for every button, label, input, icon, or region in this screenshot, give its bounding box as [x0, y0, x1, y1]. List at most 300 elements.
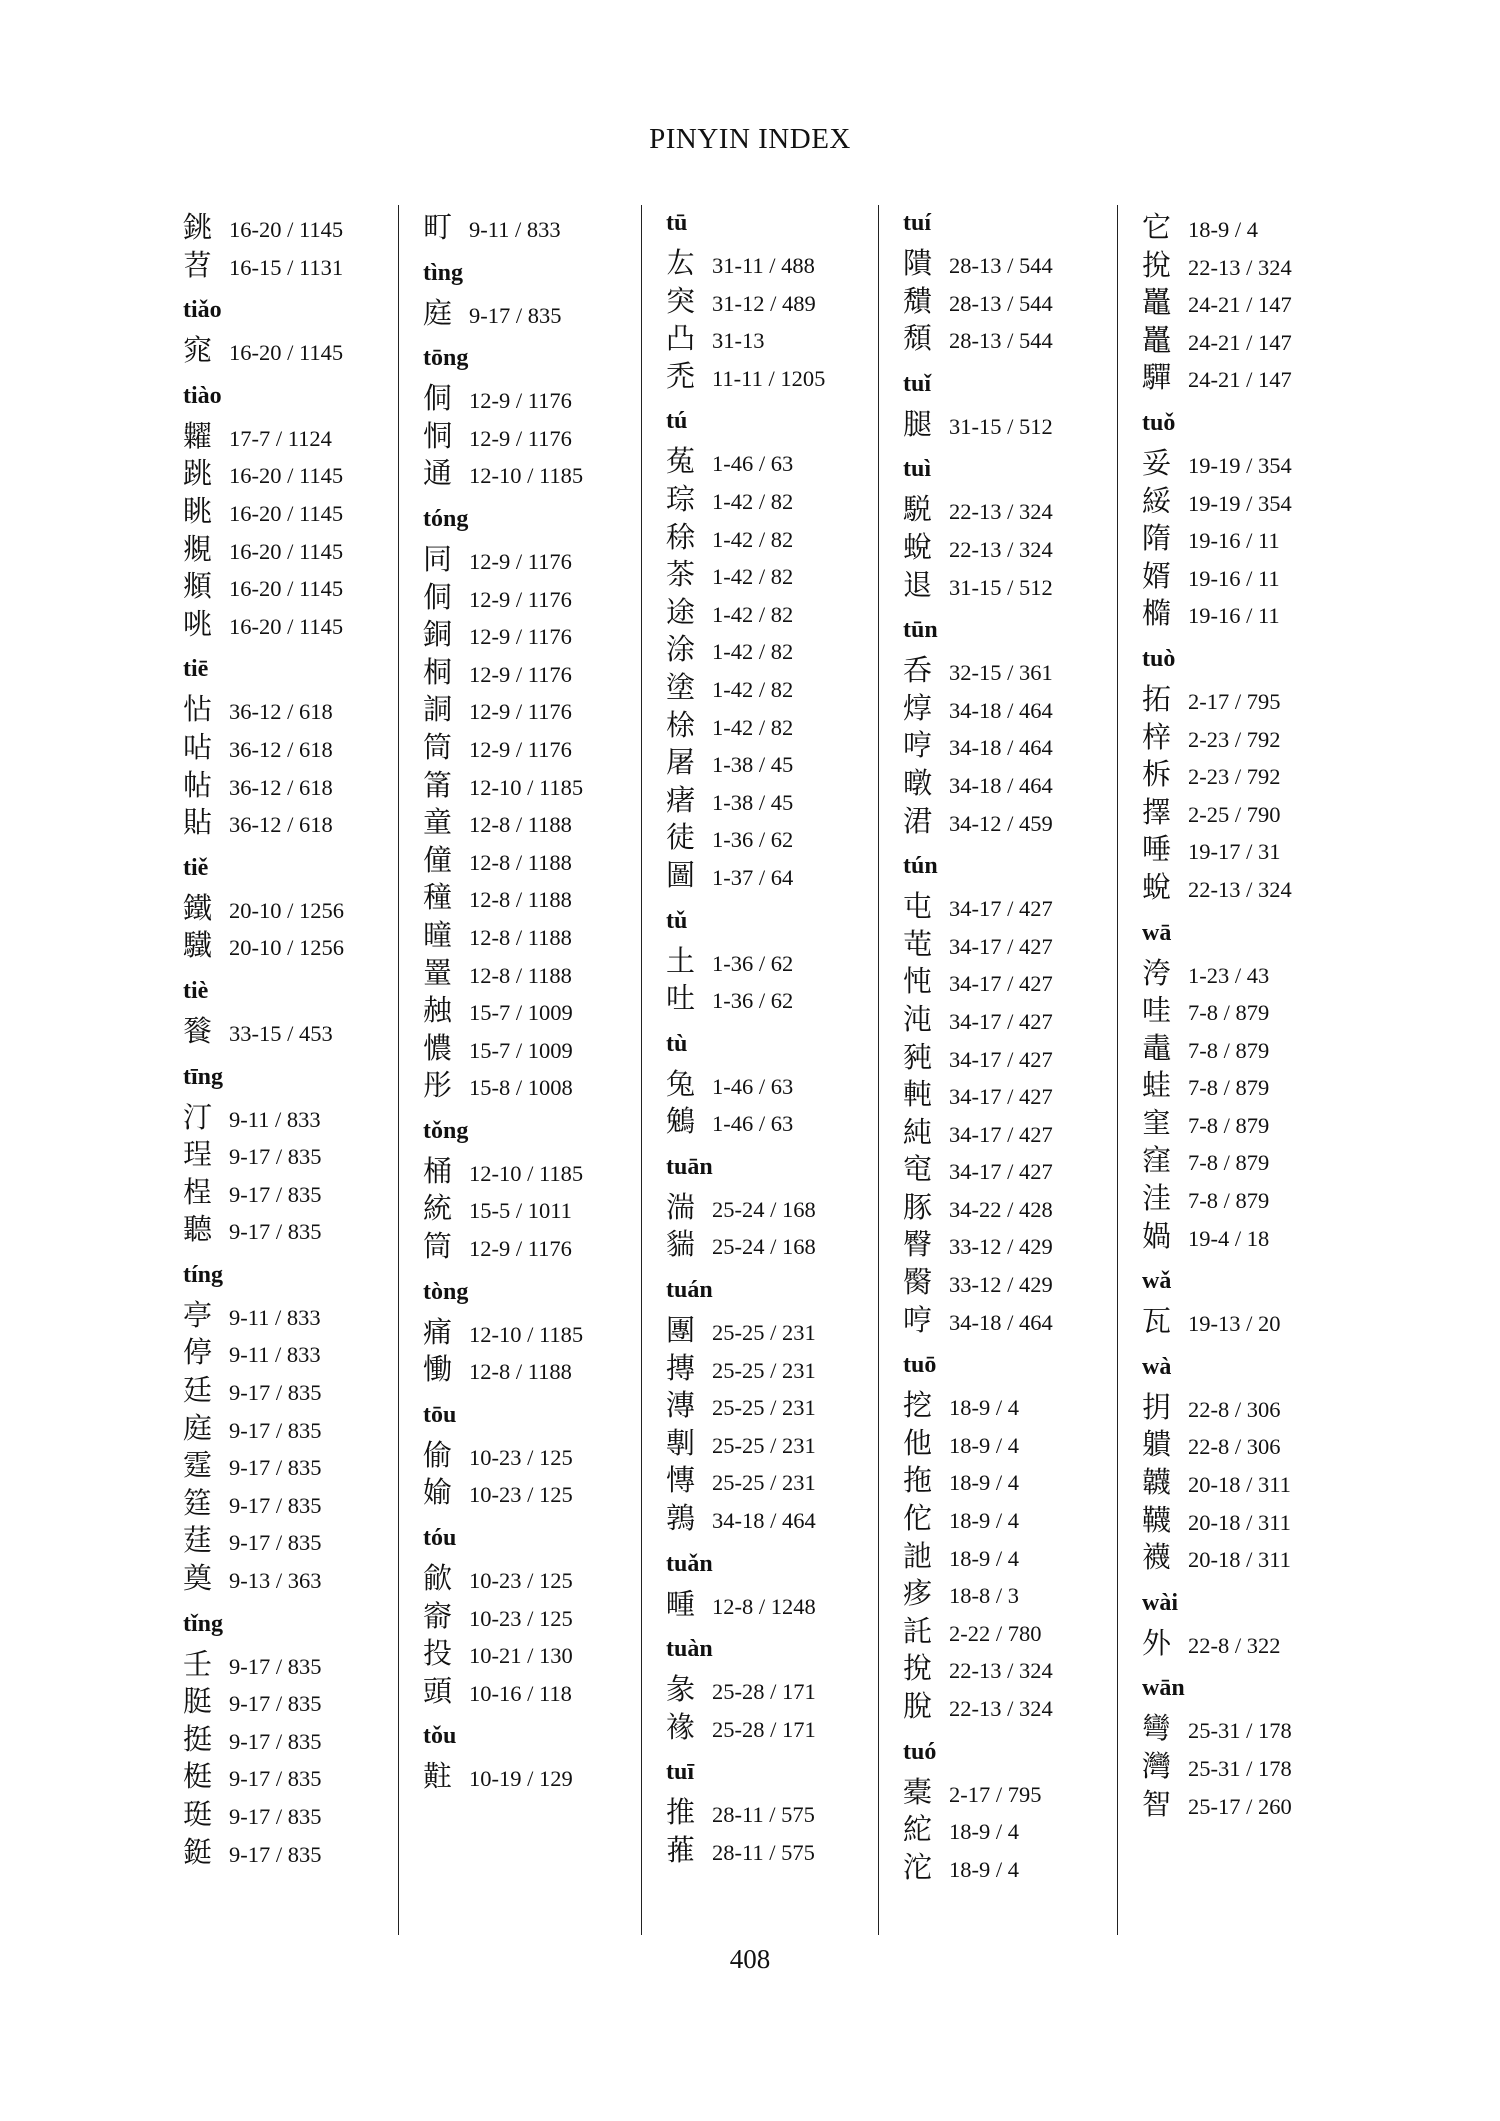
entry-character: 呑: [903, 653, 933, 688]
index-entry: [183, 1132, 393, 1170]
entry-reference: 25-25 / 231: [712, 1470, 816, 1496]
entry-character: 停: [183, 1335, 213, 1370]
index-entry: [423, 763, 633, 801]
entry-character: 哼: [903, 1302, 933, 1337]
entry-character: 亭: [183, 1297, 213, 1332]
entry-reference: 1-42 / 82: [712, 564, 794, 590]
pinyin-heading: tún: [903, 853, 938, 880]
entry-reference: 18-9 / 4: [949, 1508, 1019, 1534]
entry-reference: 18-8 / 3: [949, 1583, 1019, 1609]
entry-character: 鼉: [1142, 285, 1172, 320]
index-entry: [666, 976, 876, 1014]
entry-character: 童: [423, 805, 453, 840]
entry-reference: 1-42 / 82: [712, 488, 794, 514]
entry-reference: 1-23 / 43: [1188, 962, 1270, 988]
index-entry: [423, 1063, 633, 1101]
index-entry: [183, 763, 393, 801]
entry-character: 稌: [666, 519, 696, 554]
index-entry: [423, 1669, 633, 1707]
entry-character: 恫: [423, 418, 453, 453]
pinyin-heading: wān: [1142, 1675, 1185, 1702]
entry-character: 團: [666, 1313, 696, 1348]
entry-character: 銚: [183, 210, 213, 244]
entry-character: 莛: [183, 1523, 213, 1558]
entry-character: 忳: [903, 964, 933, 999]
entry-character: 褖: [666, 1709, 696, 1744]
entry-character: 侗: [423, 579, 453, 614]
entry-character: 推: [666, 1795, 696, 1830]
entry-character: 蛻: [1142, 869, 1172, 904]
entry-character: 哼: [903, 728, 933, 763]
entry-reference: 11-11 / 1205: [712, 365, 826, 391]
pinyin-heading: tīng: [183, 1063, 224, 1090]
entry-reference: 18-9 / 4: [949, 1819, 1019, 1845]
entry-reference: 9-17 / 835: [229, 1766, 322, 1792]
entry-reference: 22-13 / 324: [949, 499, 1053, 525]
index-column-3: [666, 205, 876, 1935]
index-entry: [903, 1383, 1113, 1421]
pinyin-heading: tuí: [903, 210, 932, 236]
entry-character: 鋌: [183, 1834, 213, 1869]
entry-character: 軘: [903, 1077, 933, 1112]
entry-reference: 12-10 / 1185: [469, 1160, 584, 1186]
entry-reference: 18-9 / 4: [949, 1545, 1019, 1571]
pinyin-heading: wā: [1142, 919, 1172, 946]
pinyin-heading: tuō: [903, 1352, 937, 1379]
index-columns: [180, 205, 1320, 1935]
entry-reference: 36-12 / 618: [229, 736, 333, 762]
index-entry: [1142, 1026, 1352, 1064]
entry-character: 筳: [183, 1485, 213, 1520]
entry-character: 梃: [183, 1759, 213, 1794]
entry-character: 赨: [423, 993, 453, 1028]
index-entry: [1142, 1535, 1352, 1573]
index-entry: [183, 1518, 393, 1556]
entry-character: 拖: [903, 1463, 933, 1498]
entry-character: 洼: [1142, 1181, 1172, 1216]
entry-character: 呫: [183, 729, 213, 764]
index-entry: [423, 650, 633, 688]
entry-reference: 7-8 / 879: [1188, 1000, 1270, 1026]
entry-reference: 22-13 / 324: [1188, 876, 1292, 902]
entry-reference: 22-13 / 324: [949, 1696, 1053, 1721]
index-entry: [1142, 205, 1352, 243]
entry-reference: 12-9 / 1176: [469, 388, 572, 414]
pinyin-heading: tuī: [666, 1759, 695, 1786]
entry-reference: 22-13 / 324: [1188, 254, 1292, 280]
pinyin-heading: tiè: [183, 977, 209, 1004]
index-entry: [666, 1828, 876, 1866]
index-entry: [423, 1026, 633, 1064]
entry-character: 脡: [183, 1684, 213, 1719]
index-entry: [183, 1406, 393, 1444]
pinyin-heading: wài: [1142, 1589, 1178, 1616]
index-entry: [666, 590, 876, 628]
entry-character: 屠: [666, 745, 696, 780]
entry-reference: 9-11 / 833: [469, 217, 561, 242]
entry-reference: 18-9 / 4: [1188, 217, 1258, 242]
entry-reference: 10-21 / 130: [469, 1643, 573, 1669]
index-entry: [1142, 827, 1352, 865]
entry-character: 媧: [1142, 1218, 1172, 1253]
index-entry: [666, 1421, 876, 1459]
entry-character: 琮: [666, 481, 696, 516]
entry-reference: 16-20 / 1145: [229, 613, 344, 639]
entry-reference: 9-17 / 835: [229, 1492, 322, 1518]
entry-character: 彎: [1142, 1711, 1172, 1746]
index-entry: [423, 1433, 633, 1471]
index-entry: [183, 1642, 393, 1680]
entry-character: 湍: [666, 1189, 696, 1224]
entry-character: 挩: [903, 1651, 933, 1686]
index-entry: [903, 884, 1113, 922]
entry-character: 窬: [423, 1598, 453, 1633]
pinyin-heading: tù: [666, 1030, 688, 1057]
entry-character: 苕: [183, 247, 213, 282]
entry-reference: 22-13 / 324: [949, 536, 1053, 562]
entry-reference: 16-20 / 1145: [229, 500, 344, 526]
entry-character: 鼃: [1142, 1030, 1172, 1065]
entry-reference: 25-17 / 260: [1188, 1793, 1292, 1819]
entry-reference: 9-11 / 833: [229, 1304, 321, 1330]
entry-character: 突: [666, 283, 696, 318]
pinyin-heading: tū: [666, 210, 688, 236]
index-entry: [666, 1062, 876, 1100]
entry-reference: 10-23 / 125: [469, 1482, 573, 1508]
entry-reference: 22-8 / 322: [1188, 1632, 1281, 1658]
index-entry: [423, 687, 633, 725]
entry-reference: 12-9 / 1176: [469, 1236, 572, 1262]
pinyin-heading: tuò: [1142, 645, 1176, 672]
index-entry: [423, 1310, 633, 1348]
index-entry: [666, 279, 876, 317]
index-entry: [903, 1571, 1113, 1609]
entry-character: 挖: [903, 1388, 933, 1423]
index-entry: [903, 1185, 1113, 1223]
entry-character: 兔: [666, 1066, 696, 1101]
entry-reference: 36-12 / 618: [229, 699, 333, 725]
entry-reference: 12-9 / 1176: [469, 586, 572, 612]
entry-character: 畽: [666, 1586, 696, 1621]
entry-character: 偷: [423, 1437, 453, 1472]
index-column-4: [903, 205, 1113, 1935]
index-entry: [183, 414, 393, 452]
index-entry: [1142, 1176, 1352, 1214]
entry-reference: 34-17 / 427: [949, 971, 1053, 997]
entry-reference: 16-20 / 1145: [229, 463, 344, 489]
index-entry: [666, 853, 876, 891]
entry-reference: 12-8 / 1188: [469, 812, 572, 838]
entry-reference: 10-19 / 129: [469, 1766, 573, 1792]
index-entry: [183, 1717, 393, 1755]
entry-reference: 1-36 / 62: [712, 988, 794, 1014]
index-entry: [903, 241, 1113, 279]
entry-reference: 31-12 / 489: [712, 290, 816, 316]
index-entry: [1142, 479, 1352, 517]
entry-reference: 34-18 / 464: [712, 1508, 816, 1534]
entry-character: 壬: [183, 1646, 213, 1681]
entry-character: 銅: [423, 617, 453, 652]
entry-reference: 7-8 / 879: [1188, 1188, 1270, 1214]
entry-reference: 16-15 / 1131: [229, 254, 344, 280]
entry-reference: 12-9 / 1176: [469, 736, 572, 762]
entry-reference: 34-17 / 427: [949, 1084, 1053, 1110]
index-entry: [423, 451, 633, 489]
pinyin-heading: tuán: [666, 1277, 713, 1304]
entry-character: 彖: [666, 1672, 696, 1707]
entry-reference: 31-11 / 488: [712, 253, 815, 278]
entry-character: 汀: [183, 1099, 213, 1134]
entry-reference: 1-36 / 62: [712, 950, 794, 976]
pinyin-heading: tiǎo: [183, 297, 222, 324]
index-entry: [183, 328, 393, 366]
entry-character: 筩: [423, 767, 453, 802]
entry-reference: 15-7 / 1009: [469, 1037, 573, 1063]
entry-character: 凸: [666, 321, 696, 356]
entry-character: 曈: [423, 917, 453, 952]
entry-reference: 34-17 / 427: [949, 933, 1053, 959]
entry-reference: 31-15 / 512: [949, 413, 1053, 439]
entry-reference: 18-9 / 4: [949, 1395, 1019, 1421]
index-entry: [666, 939, 876, 977]
entry-reference: 31-15 / 512: [949, 574, 1053, 600]
entry-character: 擇: [1142, 794, 1172, 829]
index-entry: [183, 1443, 393, 1481]
entry-character: 駾: [903, 492, 933, 527]
entry-reference: 22-13 / 324: [949, 1658, 1053, 1684]
entry-reference: 10-16 / 118: [469, 1680, 572, 1706]
entry-character: 䠿: [1142, 1427, 1172, 1462]
entry-character: 筒: [423, 1229, 453, 1264]
entry-character: 僮: [423, 842, 453, 877]
entry-reference: 1-42 / 82: [712, 639, 794, 665]
index-entry: [1142, 677, 1352, 715]
entry-character: 庭: [183, 1410, 213, 1445]
entry-reference: 25-25 / 231: [712, 1320, 816, 1346]
entry-reference: 1-46 / 63: [712, 1111, 794, 1137]
entry-character: 菟: [666, 444, 696, 479]
entry-reference: 34-17 / 427: [949, 1046, 1053, 1072]
entry-character: 訑: [903, 1538, 933, 1573]
entry-character: 屯: [903, 889, 933, 924]
entry-character: 穨: [903, 283, 933, 318]
entry-character: 桶: [423, 1153, 453, 1188]
index-entry: [423, 376, 633, 414]
index-entry: [903, 1807, 1113, 1845]
index-entry: [423, 1470, 633, 1508]
index-entry: [183, 1830, 393, 1868]
entry-reference: 9-17 / 835: [229, 1181, 322, 1207]
index-entry: [423, 1631, 633, 1669]
index-entry: [423, 537, 633, 575]
entry-character: 鼉: [1142, 322, 1172, 357]
index-entry: [183, 1293, 393, 1331]
entry-character: 窪: [1142, 1143, 1172, 1178]
index-entry: [1142, 1744, 1352, 1782]
entry-reference: 34-22 / 428: [949, 1196, 1053, 1222]
entry-character: 眺: [183, 493, 213, 528]
entry-character: 梓: [1142, 719, 1172, 754]
entry-character: 瓦: [1142, 1304, 1172, 1339]
entry-character: 退: [903, 567, 933, 602]
entry-reference: 20-10 / 1256: [229, 935, 344, 961]
index-column-2: [423, 205, 633, 1935]
index-entry: [903, 959, 1113, 997]
entry-character: 挩: [1142, 247, 1172, 282]
index-entry: [1142, 1621, 1352, 1659]
index-entry: [183, 1556, 393, 1594]
entry-character: 漙: [666, 1388, 696, 1423]
entry-reference: 1-42 / 82: [712, 526, 794, 552]
index-entry: [1142, 1214, 1352, 1252]
index-entry: [183, 1368, 393, 1406]
index-entry: [903, 1534, 1113, 1572]
entry-reference: 12-8 / 1188: [469, 962, 572, 988]
entry-reference: 12-10 / 1185: [469, 1321, 584, 1347]
entry-reference: 12-10 / 1185: [469, 463, 584, 489]
entry-character: 蛙: [1142, 1068, 1172, 1103]
index-entry: [1142, 790, 1352, 828]
entry-character: 怗: [183, 692, 213, 727]
entry-reference: 12-9 / 1176: [469, 699, 572, 725]
index-entry: [903, 563, 1113, 601]
entry-reference: 7-8 / 879: [1188, 1150, 1270, 1176]
entry-character: 鐵: [183, 890, 213, 925]
index-entry: [903, 1110, 1113, 1148]
entry-character: 貒: [666, 1227, 696, 1262]
entry-reference: 1-42 / 82: [712, 676, 794, 702]
entry-character: 痛: [423, 1314, 453, 1349]
entry-character: 襪: [1142, 1540, 1172, 1575]
entry-reference: 9-17 / 835: [229, 1530, 322, 1556]
entry-reference: 33-12 / 429: [949, 1272, 1053, 1298]
index-entry: [1142, 1460, 1352, 1498]
entry-character: 媮: [423, 1475, 453, 1510]
index-entry: [1142, 318, 1352, 356]
entry-reference: 28-13 / 544: [949, 253, 1053, 278]
entry-reference: 24-21 / 147: [1188, 292, 1292, 318]
index-entry: [423, 1754, 633, 1792]
entry-reference: 25-28 / 171: [712, 1716, 816, 1742]
entry-character: 塗: [666, 669, 696, 704]
index-entry: [1142, 1101, 1352, 1139]
entry-reference: 22-8 / 306: [1188, 1434, 1281, 1460]
entry-reference: 34-18 / 464: [949, 772, 1053, 798]
entry-character: 筒: [423, 729, 453, 764]
entry-character: 剸: [666, 1425, 696, 1460]
entry-reference: 17-7 / 1124: [229, 425, 332, 451]
index-entry: [1142, 355, 1352, 393]
entry-reference: 15-7 / 1009: [469, 1000, 573, 1026]
pinyin-heading: tuì: [903, 456, 932, 483]
entry-reference: 1-37 / 64: [712, 864, 794, 890]
pinyin-heading: tuó: [903, 1738, 937, 1765]
entry-character: 韈: [1142, 1502, 1172, 1537]
entry-reference: 18-9 / 4: [949, 1432, 1019, 1458]
entry-reference: 34-18 / 464: [949, 697, 1053, 723]
entry-character: 芚: [903, 926, 933, 961]
entry-character: 抈: [1142, 1389, 1172, 1424]
entry-reference: 12-9 / 1176: [469, 548, 572, 574]
entry-character: 窕: [183, 333, 213, 368]
index-entry: [666, 1790, 876, 1828]
pinyin-heading: tòng: [423, 1278, 469, 1305]
index-entry: [666, 740, 876, 778]
entry-reference: 9-11 / 833: [229, 1342, 321, 1368]
entry-character: 佗: [903, 1501, 933, 1536]
entry-reference: 25-25 / 231: [712, 1395, 816, 1421]
entry-reference: 19-16 / 11: [1188, 603, 1280, 629]
entry-character: 廷: [183, 1373, 213, 1408]
entry-reference: 32-15 / 361: [949, 660, 1053, 686]
index-entry: [666, 815, 876, 853]
entry-character: 聽: [183, 1212, 213, 1247]
entry-reference: 7-8 / 879: [1188, 1112, 1270, 1138]
pinyin-heading: tíng: [183, 1261, 224, 1288]
index-entry: [423, 1594, 633, 1632]
index-entry: [183, 205, 393, 243]
entry-character: 茶: [666, 557, 696, 592]
index-entry: [1142, 1498, 1352, 1536]
entry-character: 奠: [183, 1561, 213, 1596]
entry-character: 餮: [183, 1013, 213, 1048]
entry-character: 智: [1142, 1786, 1172, 1821]
index-entry: [423, 875, 633, 913]
entry-reference: 36-12 / 618: [229, 774, 333, 800]
index-entry: [666, 316, 876, 354]
index-entry: [903, 1458, 1113, 1496]
index-entry: [903, 1147, 1113, 1185]
entry-reference: 12-8 / 1248: [712, 1593, 816, 1619]
entry-reference: 1-38 / 45: [712, 752, 794, 778]
index-entry: [666, 1582, 876, 1620]
entry-reference: 15-8 / 1008: [469, 1075, 573, 1101]
entry-reference: 34-17 / 427: [949, 1121, 1053, 1147]
entry-character: 桯: [183, 1174, 213, 1209]
entry-character: 慟: [423, 1352, 453, 1387]
index-entry: [1142, 554, 1352, 592]
pinyin-heading: tuān: [666, 1153, 713, 1180]
entry-reference: 1-38 / 45: [712, 789, 794, 815]
index-entry: [423, 1149, 633, 1187]
index-entry: [183, 1679, 393, 1717]
entry-character: 沌: [903, 1001, 933, 1036]
index-entry: [423, 612, 633, 650]
index-entry: [903, 1496, 1113, 1534]
index-entry: [183, 923, 393, 961]
entry-reference: 9-17 / 835: [229, 1728, 322, 1754]
index-entry: [666, 778, 876, 816]
entry-character: 通: [423, 456, 453, 491]
entry-character: 痑: [903, 1576, 933, 1611]
entry-character: 統: [423, 1191, 453, 1226]
entry-character: 跳: [183, 456, 213, 491]
index-entry: [1142, 865, 1352, 903]
entry-reference: 20-18 / 311: [1188, 1509, 1291, 1535]
pinyin-heading: tuǐ: [903, 370, 932, 397]
index-entry: [183, 602, 393, 640]
index-entry: [666, 1346, 876, 1384]
entry-reference: 19-4 / 18: [1188, 1225, 1270, 1251]
entry-reference: 2-23 / 792: [1188, 726, 1281, 752]
pinyin-heading: tú: [666, 408, 688, 435]
entry-character: 驒: [1142, 360, 1172, 395]
index-entry: [423, 913, 633, 951]
index-entry: [666, 627, 876, 665]
entry-character: 橐: [903, 1774, 933, 1809]
entry-reference: 1-42 / 82: [712, 714, 794, 740]
index-entry: [903, 1770, 1113, 1808]
